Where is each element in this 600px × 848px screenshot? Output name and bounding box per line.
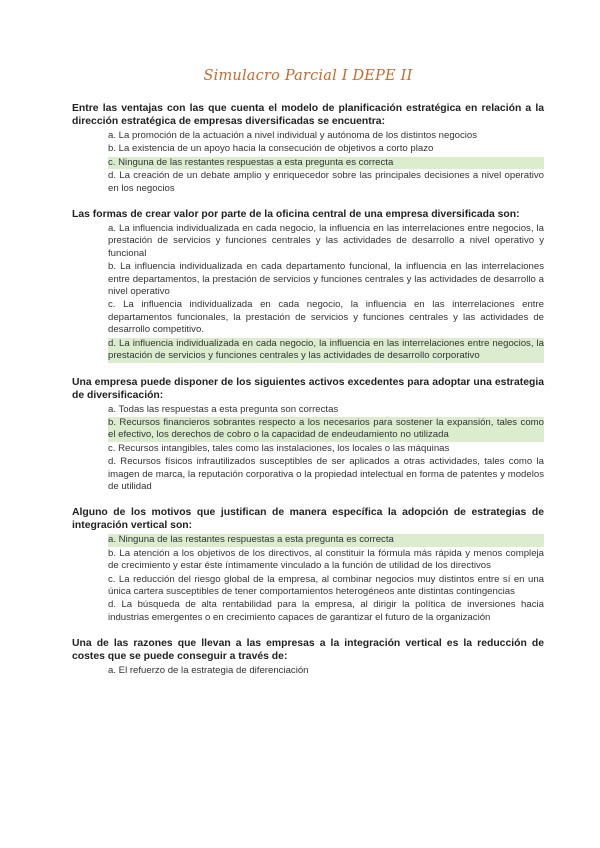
document-title: Simulacro Parcial I DEPE II (203, 68, 413, 84)
question-block (72, 637, 544, 677)
question-text: Entre las ventajas con las que cuenta el modelo de planificación estratégica en relación a la dirección estratégica de empresas diversificadas se encuentra: (72, 103, 544, 127)
question-text: Una de las razones que llevan a las empresas a la integración vertical es la reducción de costes que se puede conseguir a través de: (72, 638, 544, 663)
answer-option: c. Recursos intangibles, tales como las instalaciones, los locales o las máquinas (108, 442, 450, 454)
question-list (72, 102, 544, 678)
question-block (72, 208, 544, 362)
question-block (72, 376, 544, 494)
answer-option: a. La influencia individualizada en cada negocio, la influencia en las interrelaciones entre negocios, la prestación de servicios y funciones centrales y las actividades de desarrollo a nivel operativo y funcional (108, 223, 544, 259)
answer-option-correct: b. Recursos financieros sobrantes respecto a los necesarios para sostener la expansión, tales como el efectivo, los derechos de cobro o la capacidad de endeudamiento no utilizada (108, 416, 544, 441)
answer-option: a. Todas las respuestas a esta pregunta son correctas (108, 403, 339, 415)
question-block (72, 102, 544, 195)
answer-option: b. La existencia de un apoyo hacia la consecución de objetivos a corto plazo (108, 143, 434, 155)
answer-option: b. La atención a los objetivos de los directivos, al constituir la fórmula más rápida y menos compleja de crecimiento y estar éste íntimamente vinculado a la función de utilidad de los directivos (108, 547, 544, 572)
answer-option: a. El refuerzo de la estrategia de diferenciación (108, 665, 309, 677)
answer-option: d. Recursos físicos infrautilizados susceptibles de ser aplicados a otras actividades, tales como la imagen de marca, la reputación corporativa o la propiedad intelectual en forma de patentes y modelos de utilidad (108, 456, 544, 492)
answer-option: c. La reducción del riesgo global de la empresa, al combinar negocios muy distintos entre sí en una única cartera susceptibles de tener comportamientos heterogéneos ante distintas contingencias (108, 573, 544, 597)
question-text: Las formas de crear valor por parte de la oficina central de una empresa diversificada son: (72, 209, 520, 221)
question-block (72, 506, 544, 624)
answer-option-correct: a. Ninguna de las restantes respuestas a esta pregunta es correcta (108, 534, 544, 546)
question-text: Una empresa puede disponer de los siguientes activos excedentes para adoptar una estrategia de diversificación: (72, 376, 544, 401)
question-text: Alguno de los motivos que justifican de manera específica la adopción de estrategias de integración vertical son: (72, 507, 544, 532)
answer-option: d. La búsqueda de alta rentabilidad para la empresa, al dirigir la política de inversiones hacia industrias emergentes o en crecimiento capaces de garantizar el futuro de la organización (108, 599, 544, 623)
answer-option: b. La influencia individualizada en cada departamento funcional, la influencia en las interrelaciones entre departamentos, la prestación de servicios y funciones centrales y las actividades de desarrollo a nivel operativo (108, 261, 544, 298)
answer-option: d. La creación de un debate amplio y enriquecedor sobre las principales decisiones a nivel operativo en los negocios (108, 170, 544, 194)
answer-option: a. La promoción de la actuación a nivel individual y autónoma de los distintos negocios (108, 130, 478, 141)
answer-option-correct: c. Ninguna de las restantes respuestas a esta pregunta es correcta (108, 157, 544, 169)
answer-option: c. La influencia individualizada en cada negocio, la influencia en las interrelaciones entre departamentos funcionales, la prestación de servicios y funciones centrales y las actividades de desarrollo competitivo. (108, 299, 544, 336)
answer-option-correct: d. La influencia individualizada en cada negocio, la influencia en las interrelaciones entre negocios, la prestación de servicios y funciones centrales y las actividades de desarrollo corporativo (108, 337, 544, 362)
